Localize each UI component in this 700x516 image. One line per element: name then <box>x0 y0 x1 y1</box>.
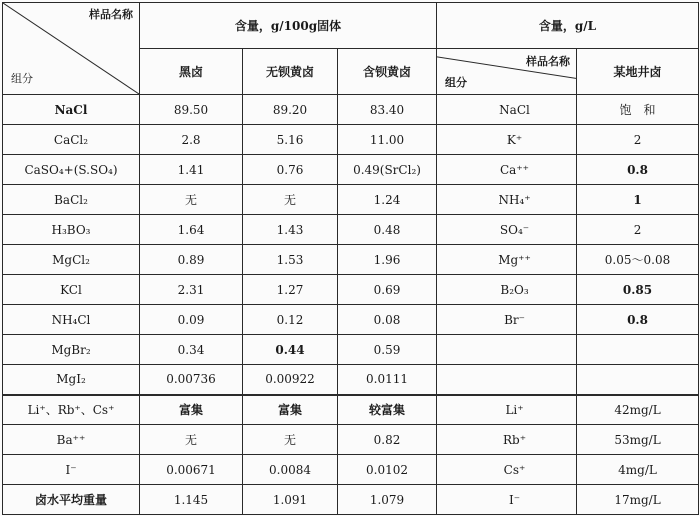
barium-value: 1.96 <box>338 245 437 275</box>
no-barium-value: 1.43 <box>243 215 338 245</box>
ion-name: B₂O₃ <box>437 275 577 305</box>
black-brine-value: 0.34 <box>140 335 243 365</box>
black-brine-value: 2.31 <box>140 275 243 305</box>
barium-value: 1.24 <box>338 185 437 215</box>
no-barium-value: 1.27 <box>243 275 338 305</box>
table-row <box>3 275 699 305</box>
no-barium-value: 无 <box>243 185 338 215</box>
no-barium-value: 89.20 <box>243 95 338 125</box>
ion-corner-header-cell <box>437 49 577 95</box>
component-name: CaCl₂ <box>3 125 140 155</box>
well-brine-value: 0.85 <box>577 275 699 305</box>
table-row <box>3 485 699 515</box>
col-header-well-brine: 某地井卤 <box>577 49 699 95</box>
ion-name <box>437 365 577 395</box>
table-row <box>3 125 699 155</box>
corner-header-cell <box>3 3 140 95</box>
well-brine-value: 2 <box>577 215 699 245</box>
black-brine-value: 0.00671 <box>140 455 243 485</box>
ion-name: Ca⁺⁺ <box>437 155 577 185</box>
black-brine-value: 0.00736 <box>140 365 243 395</box>
well-brine-value: 42mg/L <box>577 395 699 425</box>
well-brine-value: 2 <box>577 125 699 155</box>
ion-name: SO₄⁻ <box>437 215 577 245</box>
no-barium-value: 富集 <box>243 395 338 425</box>
well-brine-value: 0.05～0.08 <box>577 245 699 275</box>
barium-value: 0.59 <box>338 335 437 365</box>
barium-value: 0.0111 <box>338 365 437 395</box>
barium-value: 11.00 <box>338 125 437 155</box>
black-brine-value: 1.41 <box>140 155 243 185</box>
ion-name: Br⁻ <box>437 305 577 335</box>
header-row-1 <box>3 3 699 49</box>
well-brine-value: 0.8 <box>577 155 699 185</box>
black-brine-value: 无 <box>140 425 243 455</box>
table-row <box>3 455 699 485</box>
component-name: NaCl <box>3 95 140 125</box>
col-header-yellow-brine-barium: 含钡黄卤 <box>338 49 437 95</box>
sample-name-label-2: 样品名称 <box>526 55 571 68</box>
ion-name: NH₄⁺ <box>437 185 577 215</box>
barium-value: 0.82 <box>338 425 437 455</box>
no-barium-value: 0.44 <box>243 335 338 365</box>
barium-value: 1.079 <box>338 485 437 515</box>
ion-name: I⁻ <box>437 485 577 515</box>
table-row <box>3 155 699 185</box>
col-header-yellow-brine-no-barium: 无钡黄卤 <box>243 49 338 95</box>
black-brine-value: 富集 <box>140 395 243 425</box>
no-barium-value: 0.00922 <box>243 365 338 395</box>
ion-name: Mg⁺⁺ <box>437 245 577 275</box>
well-brine-value: 0.8 <box>577 305 699 335</box>
well-brine-value: 1 <box>577 185 699 215</box>
table-row <box>3 95 699 125</box>
barium-value: 0.08 <box>338 305 437 335</box>
no-barium-value: 0.0084 <box>243 455 338 485</box>
component-name: MgI₂ <box>3 365 140 395</box>
no-barium-value: 0.76 <box>243 155 338 185</box>
barium-value: 83.40 <box>338 95 437 125</box>
well-brine-value: 17mg/L <box>577 485 699 515</box>
no-barium-value: 1.53 <box>243 245 338 275</box>
well-brine-value: 饱 和 <box>577 95 699 125</box>
sample-name-label: 样品名称 <box>89 8 133 21</box>
component-name: 卤水平均重量 <box>3 485 140 515</box>
black-brine-value: 1.64 <box>140 215 243 245</box>
component-name: CaSO₄+(S.SO₄) <box>3 155 140 185</box>
black-brine-value: 0.09 <box>140 305 243 335</box>
ion-name: Cs⁺ <box>437 455 577 485</box>
table-row <box>3 215 699 245</box>
barium-value: 0.69 <box>338 275 437 305</box>
component-label-2: 组分 <box>445 76 468 89</box>
table-row <box>3 245 699 275</box>
well-brine-value <box>577 335 699 365</box>
table-row <box>3 305 699 335</box>
ion-name <box>437 335 577 365</box>
black-brine-value: 2.8 <box>140 125 243 155</box>
table-row <box>3 395 699 425</box>
solid-content-header: 含量，g/100g固体 <box>140 3 437 49</box>
component-name: NH₄Cl <box>3 305 140 335</box>
table-row <box>3 425 699 455</box>
no-barium-value: 5.16 <box>243 125 338 155</box>
component-name: BaCl₂ <box>3 185 140 215</box>
component-label: 组分 <box>11 72 33 85</box>
no-barium-value: 0.12 <box>243 305 338 335</box>
component-name: Li⁺、Rb⁺、Cs⁺ <box>3 395 140 425</box>
barium-value: 0.48 <box>338 215 437 245</box>
barium-value: 0.0102 <box>338 455 437 485</box>
table-row <box>3 335 699 365</box>
ion-name: Rb⁺ <box>437 425 577 455</box>
table-row <box>3 365 699 395</box>
barium-value: 较富集 <box>338 395 437 425</box>
component-name: I⁻ <box>3 455 140 485</box>
ion-name: Li⁺ <box>437 395 577 425</box>
component-name: H₃BO₃ <box>3 215 140 245</box>
well-brine-value: 53mg/L <box>577 425 699 455</box>
liquid-content-header: 含量，g/L <box>437 3 699 49</box>
barium-value: 0.49(SrCl₂) <box>338 155 437 185</box>
col-header-black-brine: 黑卤 <box>140 49 243 95</box>
black-brine-value: 0.89 <box>140 245 243 275</box>
table-row <box>3 185 699 215</box>
component-name: KCl <box>3 275 140 305</box>
component-name: Ba⁺⁺ <box>3 425 140 455</box>
black-brine-value: 89.50 <box>140 95 243 125</box>
component-name: MgCl₂ <box>3 245 140 275</box>
well-brine-value <box>577 365 699 395</box>
black-brine-value: 1.145 <box>140 485 243 515</box>
component-name: MgBr₂ <box>3 335 140 365</box>
black-brine-value: 无 <box>140 185 243 215</box>
no-barium-value: 无 <box>243 425 338 455</box>
ion-name: NaCl <box>437 95 577 125</box>
well-brine-value: 4mg/L <box>577 455 699 485</box>
brine-composition-table <box>2 2 699 515</box>
ion-name: K⁺ <box>437 125 577 155</box>
no-barium-value: 1.091 <box>243 485 338 515</box>
